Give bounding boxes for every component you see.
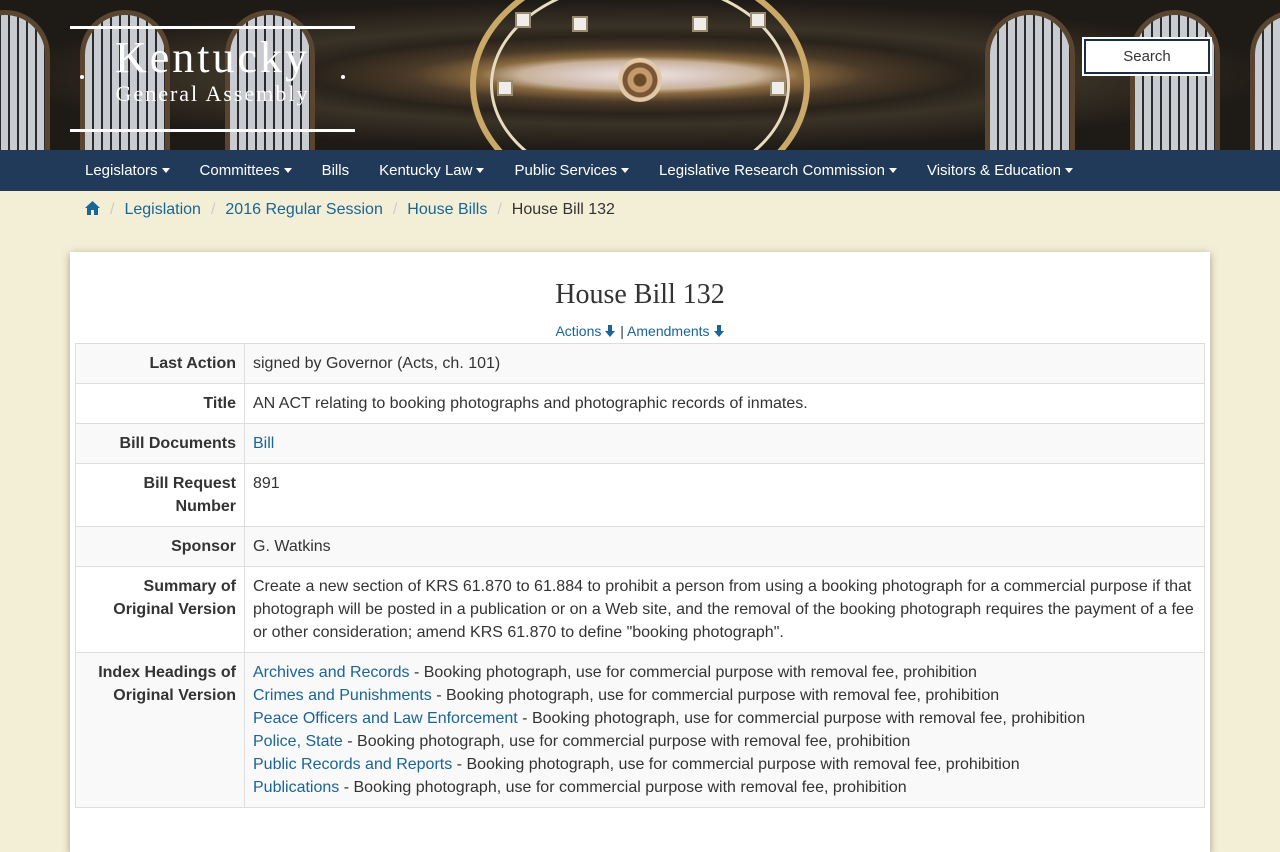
dome-window — [572, 16, 588, 32]
index-heading-text: - Booking photograph, use for commercial purpose with removal fee, prohibition — [517, 710, 1086, 727]
caret-down-icon — [162, 168, 170, 173]
dome-window — [692, 16, 708, 32]
index-heading-link[interactable]: Peace Officers and Law Enforcement — [253, 710, 518, 727]
bill-panel — [70, 252, 1210, 852]
actions-link-label: Actions — [555, 323, 602, 339]
index-heading-item — [253, 684, 1196, 707]
bill-document-link[interactable]: Bill — [253, 435, 275, 452]
stained-glass-window — [985, 10, 1075, 150]
row-label: Bill Documents — [76, 424, 245, 464]
dome-window — [770, 80, 786, 96]
dome-rosette — [618, 58, 662, 102]
table-row — [76, 464, 1205, 527]
label-line: Bill Request — [143, 475, 236, 492]
row-label — [76, 464, 245, 527]
dome-window — [515, 12, 531, 28]
label-line: Original Version — [113, 601, 236, 618]
breadcrumb-separator: / — [392, 201, 398, 218]
label-line: Original Version — [113, 687, 236, 704]
nav-label: Committees — [199, 162, 280, 179]
main-nav — [0, 150, 1280, 191]
index-heading-item — [253, 707, 1196, 730]
nav-label: Bills — [321, 162, 350, 179]
nav-item-committees[interactable] — [185, 150, 307, 191]
table-row — [76, 653, 1205, 808]
dome-window — [750, 12, 766, 28]
home-icon — [85, 201, 100, 215]
dome-window — [497, 80, 513, 96]
index-heading-text: - Booking photograph, use for commercial purpose with removal fee, prohibition — [339, 779, 907, 796]
amendments-link[interactable] — [627, 323, 724, 339]
summary-value: Create a new section of KRS 61.870 to 61.884 to prohibit a person from using a booking photograph for a commercial purpose if that photograph will be posted in a publication or on a Web site, and the removal of the booking photograph requires the payment of a fee or other consideration; amend KRS 61.870 to define "booking photograph". — [245, 567, 1205, 653]
index-heading-link[interactable]: Public Records and Reports — [253, 756, 453, 773]
bill-documents-value — [245, 424, 1205, 464]
logo-subtitle: General Assembly — [115, 81, 310, 106]
breadcrumb-separator: / — [497, 201, 502, 218]
amendments-link-label: Amendments — [627, 323, 710, 339]
page-title: House Bill 132 — [555, 279, 725, 310]
nav-item-public-services[interactable] — [499, 150, 644, 191]
nav-label: Legislators — [85, 162, 158, 179]
index-heading-text: - Booking photograph, use for commercial purpose with removal fee, prohibition — [409, 664, 977, 681]
row-label: Last Action — [76, 344, 245, 384]
stained-glass-window — [0, 10, 50, 150]
bill-info-table — [75, 343, 1205, 808]
breadcrumb-separator: / — [210, 201, 216, 218]
label-line: Summary of — [143, 578, 236, 595]
table-row — [76, 384, 1205, 424]
bill-request-number-value: 891 — [245, 464, 1205, 527]
sponsor-value: G. Watkins — [245, 527, 1205, 567]
breadcrumb-house-bills[interactable]: House Bills — [407, 201, 488, 218]
breadcrumb-separator: / — [110, 201, 115, 218]
caret-down-icon — [621, 168, 629, 173]
label-line: Index Headings of — [98, 664, 236, 681]
breadcrumb — [0, 191, 1280, 229]
section-links — [70, 323, 1210, 339]
index-heading-link[interactable]: Crimes and Punishments — [253, 687, 432, 704]
index-heading-text: - Booking photograph, use for commercial purpose with removal fee, prohibition — [452, 756, 1020, 773]
nav-item-kentucky-law[interactable] — [364, 150, 499, 191]
table-row — [76, 567, 1205, 653]
search-button[interactable]: Search — [1084, 39, 1210, 74]
logo-dot — [341, 75, 345, 79]
caret-down-icon — [1065, 168, 1073, 173]
breadcrumb-current: House Bill 132 — [511, 201, 615, 218]
row-label: Title — [76, 384, 245, 424]
caret-down-icon — [476, 168, 484, 173]
index-heading-item — [253, 776, 1196, 799]
nav-label: Public Services — [514, 162, 618, 179]
index-heading-item — [253, 753, 1196, 776]
nav-item-bills[interactable] — [307, 150, 365, 191]
index-headings-value — [245, 653, 1205, 808]
nav-item-visitors-education[interactable] — [912, 150, 1088, 191]
title-value: AN ACT relating to booking photographs and photographic records of inmates. — [245, 384, 1205, 424]
logo-dot — [80, 75, 84, 79]
index-heading-text: - Booking photograph, use for commercial purpose with removal fee, prohibition — [342, 733, 911, 750]
table-row — [76, 344, 1205, 384]
header-banner — [0, 0, 1280, 150]
index-heading-text: - Booking photograph, use for commercial purpose with removal fee, prohibition — [431, 687, 1000, 704]
caret-down-icon — [889, 168, 897, 173]
logo-title: Kentucky — [114, 33, 311, 82]
nav-item-lrc[interactable] — [644, 150, 912, 191]
caret-down-icon — [284, 168, 292, 173]
link-separator: | — [620, 323, 624, 339]
stained-glass-window — [1250, 10, 1280, 150]
row-label — [76, 653, 245, 808]
breadcrumb-legislation[interactable]: Legislation — [124, 201, 201, 218]
last-action-value: signed by Governor (Acts, ch. 101) — [245, 344, 1205, 384]
arrow-down-icon — [604, 325, 616, 337]
breadcrumb-home[interactable] — [85, 201, 100, 220]
stained-glass-window — [1130, 10, 1220, 150]
table-row — [76, 527, 1205, 567]
nav-item-legislators[interactable] — [70, 150, 185, 191]
index-heading-link[interactable]: Publications — [253, 779, 340, 796]
nav-label: Visitors & Education — [926, 162, 1061, 179]
breadcrumb-session[interactable]: 2016 Regular Session — [225, 201, 383, 218]
label-line: Number — [175, 498, 236, 515]
site-logo[interactable] — [70, 26, 355, 132]
index-heading-item — [253, 730, 1196, 753]
index-heading-item — [253, 661, 1196, 684]
table-row — [76, 424, 1205, 464]
row-label: Sponsor — [76, 527, 245, 567]
nav-label: Kentucky Law — [379, 162, 473, 179]
row-label — [76, 567, 245, 653]
actions-link[interactable] — [555, 323, 616, 339]
arrow-down-icon — [713, 325, 725, 337]
index-heading-link[interactable]: Archives and Records — [253, 664, 410, 681]
index-heading-link[interactable]: Police, State — [253, 733, 343, 750]
nav-label: Legislative Research Commission — [659, 162, 885, 179]
